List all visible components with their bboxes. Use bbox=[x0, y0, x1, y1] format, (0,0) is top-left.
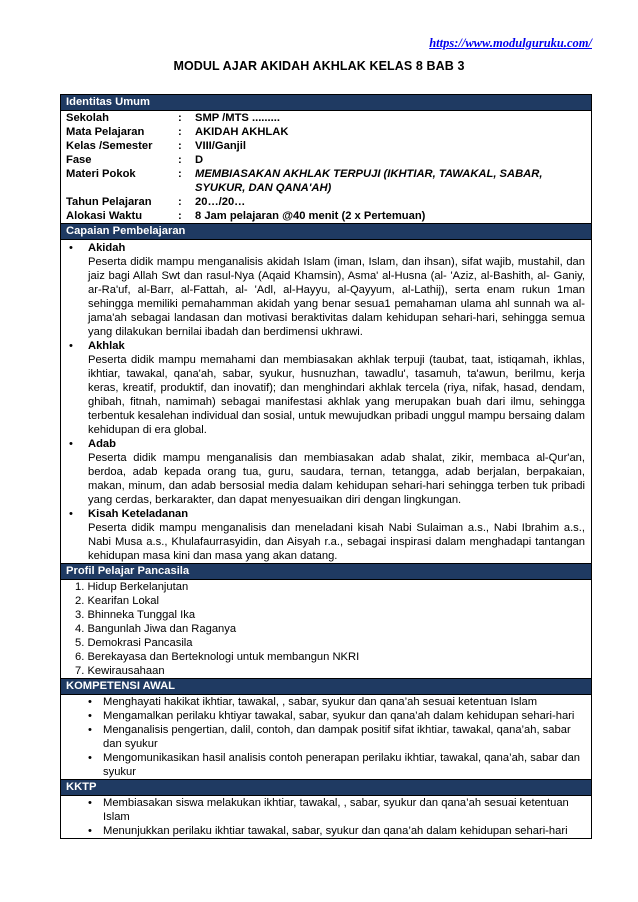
section-header-identitas: Identitas Umum bbox=[61, 95, 591, 111]
bullet-icon: • bbox=[88, 696, 92, 708]
list-item bbox=[61, 824, 585, 838]
document-title: MODUL AJAR AKIDAH AKHLAK KELAS 8 BAB 3 bbox=[173, 59, 465, 73]
list-item: 3. Bhinneka Tunggal Ika bbox=[75, 609, 196, 621]
identitas-label: Alokasi Waktu bbox=[66, 210, 143, 222]
capaian-item-title: Akhlak bbox=[88, 340, 125, 352]
list-item: 1. Hidup Berkelanjutan bbox=[75, 581, 189, 593]
list-item bbox=[61, 723, 585, 751]
profil-section bbox=[61, 580, 591, 678]
identitas-row-mapel bbox=[66, 125, 586, 139]
identitas-row-tahun bbox=[66, 195, 586, 209]
identitas-value: MEMBIASAKAN AKHLAK TERPUJI (IKHTIAR, TAWAKAL, SABAR, SYUKUR, DAN QANA'AH) bbox=[195, 168, 543, 194]
identitas-label: Fase bbox=[66, 154, 92, 166]
colon: : bbox=[178, 112, 182, 124]
colon: : bbox=[178, 126, 182, 138]
kktp-section bbox=[61, 796, 591, 838]
identitas-label: Sekolah bbox=[66, 112, 109, 124]
capaian-item-title: Adab bbox=[88, 438, 116, 450]
capaian-item-akidah bbox=[67, 241, 585, 339]
section-header-profil: Profil Pelajar Pancasila bbox=[61, 563, 591, 580]
bullet-icon: • bbox=[88, 797, 92, 809]
identitas-value: AKIDAH AKHLAK bbox=[195, 126, 289, 138]
identitas-value: 8 Jam pelajaran @40 menit (2 x Pertemuan) bbox=[195, 210, 426, 222]
kompetensi-section bbox=[61, 695, 591, 779]
colon: : bbox=[178, 140, 182, 152]
identitas-row-alokasi bbox=[66, 209, 586, 223]
identitas-row-kelas bbox=[66, 139, 586, 153]
identitas-label: Tahun Pelajaran bbox=[66, 196, 152, 208]
bullet-icon: • bbox=[69, 438, 73, 450]
bullet-icon: • bbox=[88, 752, 92, 764]
identitas-value: D bbox=[195, 154, 204, 166]
section-header-capaian: Capaian Pembelajaran bbox=[61, 223, 591, 240]
bullet-icon: • bbox=[88, 710, 92, 722]
list-item-text: Menghayati hakikat ikhtiar, tawakal, , sabar, syukur dan qana’ah sesuai ketentuan Islam bbox=[103, 696, 538, 708]
identitas-row-fase bbox=[66, 153, 586, 167]
capaian-item-kisah bbox=[67, 507, 585, 563]
list-item: 2. Kearifan Lokal bbox=[75, 595, 159, 607]
identitas-section bbox=[61, 111, 591, 223]
list-item: 5. Demokrasi Pancasila bbox=[75, 637, 193, 649]
capaian-item-adab bbox=[67, 437, 585, 507]
section-header-kompetensi: KOMPETENSI AWAL bbox=[61, 678, 591, 695]
capaian-section bbox=[61, 240, 591, 563]
identitas-row-materi bbox=[66, 167, 586, 195]
module-table bbox=[60, 94, 592, 839]
capaian-item-text: Peserta didik mampu menganalisis akidah Islam (iman, Islam, dan ihsan), sifat wajib, mustahil, dan jaiz bagi Allah Swt dan rasul-Nya (Aqaid Khamsin), Asma' al-Husna (al- 'Aziz, al-Bashith, al- Ganiy, ar-Ra'uf, al-Barr, al-Fattah, al- 'Adl, al-Hayyu, al-Qayyum, al-Lathij), serta enam rukun 1man sehingga memiliki pemahamman akidah yang benar sesua1 pemahaman ulama ahl sunnah wa al-jama'ah sebagai landasan dan motivasi beraktivitas dalam kehidupan sehari-hari, sehingga semua yang dilakukan bernilai ibadah dan berdimensi ukhrawi. bbox=[88, 256, 585, 338]
identitas-value: 20…/20… bbox=[195, 196, 246, 208]
list-item-text: Menunjukkan perilaku ikhtiar tawakal, sabar, syukur dan qana’ah dalam kehidupan sehari-hari bbox=[103, 825, 568, 837]
capaian-item-title: Kisah Keteladanan bbox=[88, 508, 189, 520]
capaian-item-text: Peserta didik mampu menganalisis dan meneladani kisah Nabi Sulaiman a.s., Nabi Ibrahim a.s., Nabi Musa a.s., Khulafaurrasyidin, dan Aisyah r.a., sebagai inspirasi dalam menghadapi tantangan kehidupan masa kini dan masa yang akan datang. bbox=[88, 522, 585, 562]
capaian-item-text: Peserta didik mampu memahami dan membiasakan akhlak terpuji (taubat, taat, istiqamah, ikhlas, ikhtiar, tawakal, qana'ah, sabar, syukur, husnuzhan, tawadlu', tasamuh, ta'awun, berilmu, kerja keras, kreatif, produktif, dan inovatif); dan menghindari akhlak tercela (riya, nifak, hasad, dendam, ghibah, fitnah, namimah) sebagai manifestasi akhlak yang merupakan buah dari ilmu, sehingga terbentuk kesalehan individual dan sosial, untuk mewujudkan pribadi unggul mampu bersaing dalam kehidupan di era global. bbox=[88, 354, 585, 436]
list-item bbox=[61, 751, 585, 779]
section-header-kktp: KKTP bbox=[61, 779, 591, 796]
bullet-icon: • bbox=[69, 242, 73, 254]
colon: : bbox=[178, 210, 182, 222]
list-item: 7. Kewirausahaan bbox=[75, 665, 165, 677]
list-item-text: Mengamalkan perilaku khtiyar tawakal, sabar, syukur dan qana’ah dalam kehidupan sehari-hari bbox=[103, 710, 575, 722]
identitas-label: Materi Pokok bbox=[66, 168, 136, 180]
identitas-value: SMP /MTS ......... bbox=[195, 112, 280, 124]
bullet-icon: • bbox=[69, 340, 73, 352]
list-item-text: Mengomunikasikan hasil analisis contoh penerapan perilaku ikhtiar, tawakal, qana’ah, sabar dan syukur bbox=[103, 752, 581, 778]
identitas-label: Kelas /Semester bbox=[66, 140, 153, 152]
capaian-item-akhlak bbox=[67, 339, 585, 437]
bullet-icon: • bbox=[88, 825, 92, 837]
colon: : bbox=[178, 196, 182, 208]
identitas-value: VIII/Ganjil bbox=[195, 140, 246, 152]
colon: : bbox=[178, 168, 182, 180]
bullet-icon: • bbox=[69, 508, 73, 520]
list-item bbox=[61, 695, 585, 709]
colon: : bbox=[178, 154, 182, 166]
list-item: 6. Berekayasa dan Berteknologi untuk membangun NKRI bbox=[75, 651, 360, 663]
capaian-item-text: Peserta didik mampu menganalisis dan membiasakan adab shalat, zikir, membaca al-Qur'an, berdoa, adab kepada orang tua, guru, saudara, ternan, tetangga, adab berjalan, berpakaian, makan, minum, dan adab bersosial media dalam kehidupan sehari-hari sehingga terben tuk pribadi yang cerdas, berkarakter, dan dapat menyesuaikan diri dengan lingkungan. bbox=[88, 452, 585, 506]
list-item: 4. Bangunlah Jiwa dan Raganya bbox=[75, 623, 237, 635]
list-item-text: Membiasakan siswa melakukan ikhtiar, tawakal, , sabar, syukur dan qana’ah sesuai ketentuan Islam bbox=[103, 797, 569, 823]
bullet-icon: • bbox=[88, 724, 92, 736]
identitas-row-sekolah bbox=[66, 111, 586, 125]
identitas-label: Mata Pelajaran bbox=[66, 126, 145, 138]
list-item bbox=[61, 709, 585, 723]
capaian-item-title: Akidah bbox=[88, 242, 126, 254]
header-url-link[interactable]: https://www.modulguruku.com/ bbox=[429, 36, 592, 50]
list-item bbox=[61, 796, 585, 824]
list-item-text: Menganalisis pengertian, dalil, contoh, dan dampak positif sifat ikhtiar, tawakal, qana’ah, sabar dan syukur bbox=[103, 724, 571, 750]
